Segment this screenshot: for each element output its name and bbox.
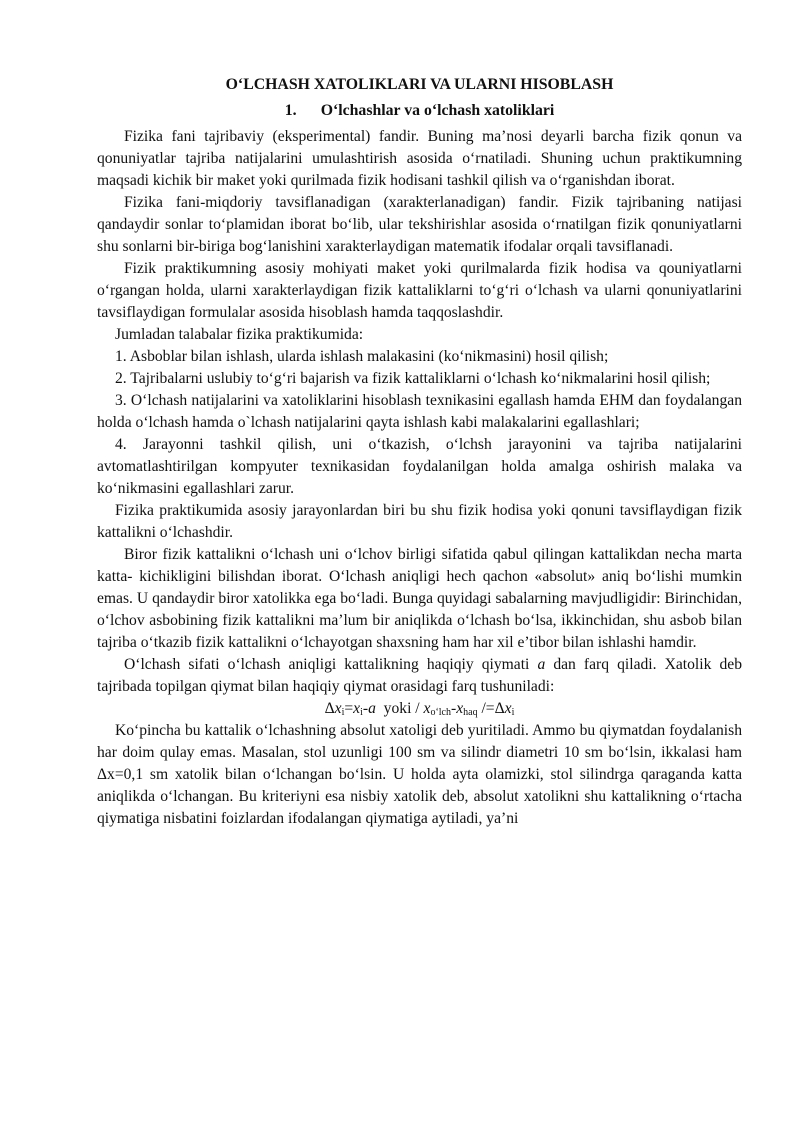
paragraph-7-start: O‘lchash sifati o‘lchash aniqligi kattalikning haqiqiy qiymati — [124, 656, 538, 673]
paragraph-3: Fizik praktikumning asosiy mohiyati maket yoki qurilmalarda fizik hodisa va qouniyatlarni o‘rgangan holda, ularni xarakterlaydigan fizik kattaliklarni to‘g‘ri o‘lchash va ularni qonuniyatlarini tavsiflaydigan formulalar asosida hisoblash hamda taqqoslashdir. — [97, 260, 742, 321]
paragraph-7 — [97, 654, 742, 698]
paragraph-1: Fizika fani tajribaviy (eksperimental) fandir. Buning ma’nosi deyarli barcha fizik qonun va qonuniyatlar tajriba natijalarini umulashtirish asosida o‘rnatiladi. Shuning uchun praktikumning maqsadi kichik bir maket yoki qurilmada fizik hodisani tashkil qilish va o‘rganishdan iborat. — [97, 128, 742, 189]
section-heading-text: O‘lchashlar va o‘lchash xatoliklari — [320, 102, 555, 119]
variable-a: a — [537, 656, 546, 673]
document-title: O‘LCHASH XATOLIKLARI VA ULARNI HISOBLASH — [225, 76, 614, 93]
list-item-4: 4. Jarayonni tashkil qilish, uni o‘tkazish, o‘lchsh jarayonini va tajriba natijalarini avtomatlashtirilgan kompyuter texnikasidan foydalanilgan holda amalga oshirish malaka va ko‘nikmasini egallashlari zarur. — [97, 436, 742, 497]
list-item-3: 3. O‘lchash natijalarini va xatoliklarini hisoblash texnikasini egallash hamda EHM dan foydalangan holda o‘lchash hamda o`lchash natijalarini qayta ishlash kabi malakalarini egallashlari; — [97, 392, 742, 431]
paragraph-7-end: dan farq qiladi. Xatolik deb tajribada topilgan qiymat bilan haqiqiy qiymat orasidagi farq tushuniladi: — [97, 656, 742, 695]
error-formula: $\Delta x_i=x_i-a$ yoki / $x_{o‘lch}-x_{haq}$ $/=\Delta x_i$ — [324, 700, 515, 718]
paragraph-6: Biror fizik kattalikni o‘lchash uni o‘lchov birligi sifatida qabul qilingan kattalikdan necha marta katta- kichikligini bilishdan iborat. O‘lchash aniqligi hech qachon «absolut» aniq bo‘lishi mumkin emas. U qandaydir biror xatolikka ega bo‘ladi. Bunga quyidagi sabalarning mavjudligidir: Birinchidan, o‘lchov asbobining fizik kattalikni ma’lum bir aniqlikda o‘lchash bo‘lsa, ikkinchidan, shu asbob bilan tajriba o‘tkazib fizik kattalikni o‘lchayotgan shaxsning ham har xil e’tibor bilan ishlashi hamdir. — [97, 546, 742, 651]
paragraph-5: Fizika praktikumida asosiy jarayonlardan biri bu shu fizik hodisa yoki qonuni tavsiflaydigan fizik kattalikni o‘lchashdir. — [97, 502, 742, 541]
document-page — [97, 74, 742, 830]
paragraph-8: Ko‘pincha bu kattalik o‘lchashning absolut xatoligi deb yuritiladi. Ammo bu qiymatdan foydalanish har doim qulay emas. Masalan, stol uzunligi 100 sm va silindr diametri 10 sm bo‘lsin, ikkalasi ham Δx=0,1 sm xatolik bilan o‘lchangan bo‘lsin. U holda ayta olamizki, stol silindrga qaraganda katta aniqlikda o‘lchangan. Bu kriteriyni esa nisbiy xatolik deb, absolut xatolikni shu kattalikning o‘rtacha qiymatiga nisbatini foizlardan ifodalangan qiymatiga aytiladi, ya’ni — [97, 722, 742, 827]
list-item-2: 2. Tajribalarni uslubiy to‘g‘ri bajarish va fizik kattaliklarni o‘lchash ko‘nikmalarini hosil qilish; — [115, 370, 711, 387]
list-item-1: 1. Asboblar bilan ishlash, ularda ishlash malakasini (ko‘nikmasini) hosil qilish; — [115, 348, 609, 365]
paragraph-4: Jumladan talabalar fizika praktikumida: — [115, 326, 364, 343]
section-number: 1. — [284, 102, 297, 119]
section-heading — [97, 100, 742, 122]
paragraph-2: Fizika fani-miqdoriy tavsiflanadigan (xarakterlanadigan) fandir. Fizik tajribaning natijasi qandaydir sonlar to‘plamidan iborat bo‘lib, ular tekshirishlar asosida o‘rnatilgan fizik qonuniyatlarni shu sonlarni bir-biriga bog‘lanishini xarakterlaydigan matematik ifodalar orqali tavsiflanadi. — [97, 194, 742, 255]
